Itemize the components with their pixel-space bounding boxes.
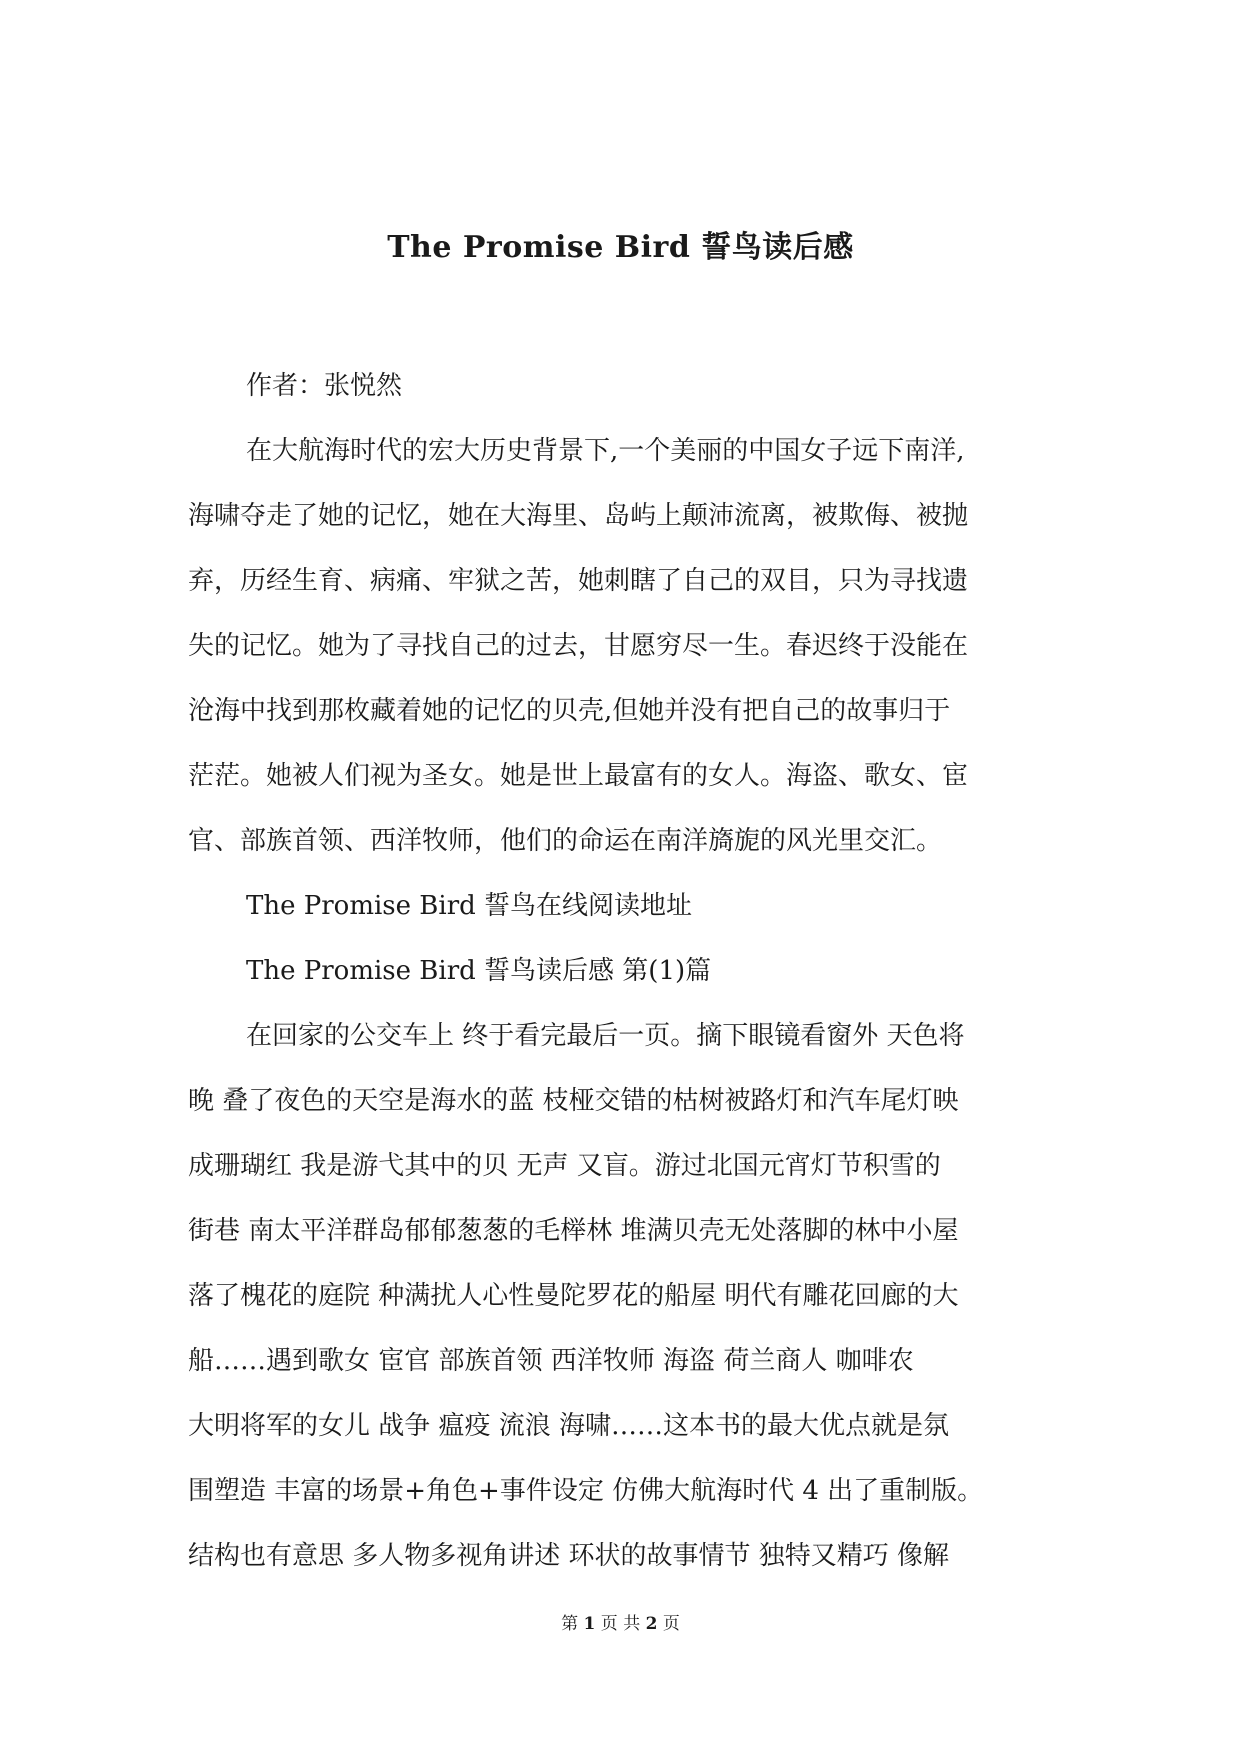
author-line: 作者：张悦然 [246,371,403,401]
paragraph-line: 茫茫。她被人们视为圣女。她是世上最富有的女人。海盗、歌女、宦 [188,761,969,791]
paragraph-line: 成珊瑚红 我是游弋其中的贝 无声 又盲。游过北国元宵灯节积雪的 [188,1151,941,1181]
page-footer [0,1612,1241,1636]
footer-suffix: 页 [662,1614,680,1634]
paragraph-line: 大明将军的女儿 战争 瘟疫 流浪 海啸……这本书的最大优点就是氛 [188,1411,950,1441]
paragraph-line: 沧海中找到那枚藏着她的记忆的贝壳,但她并没有把自己的故事归于 [188,696,951,726]
current-page-number: 1 [583,1614,596,1634]
paragraph-line: 弃，历经生育、病痛、牢狱之苦，她刺瞎了自己的双目，只为寻找遗 [188,566,969,596]
paragraph-line: 街巷 南太平洋群岛郁郁葱葱的毛榉林 堆满贝壳无处落脚的林中小屋 [188,1216,959,1246]
paragraph-line: 官、部族首领、西洋牧师，他们的命运在南洋旖旎的风光里交汇。 [188,826,943,856]
document-title: The Promise Bird 誓鸟读后感 [387,230,854,265]
section-heading: The Promise Bird 誓鸟读后感 第(1)篇 [246,956,712,986]
paragraph-line: 在大航海时代的宏大历史背景下,一个美丽的中国女子远下南洋, [246,436,965,466]
paragraph-line: 晚 叠了夜色的天空是海水的蓝 枝桠交错的枯树被路灯和汽车尾灯映 [188,1086,959,1116]
paragraph-line: 船……遇到歌女 宦官 部族首领 西洋牧师 海盗 荷兰商人 咖啡农 [188,1346,914,1376]
footer-prefix: 第 [561,1614,579,1634]
footer-middle: 页 共 [600,1614,641,1634]
total-pages-number: 2 [645,1614,658,1634]
paragraph-line: 海啸夺走了她的记忆，她在大海里、岛屿上颠沛流离，被欺侮、被抛 [188,501,969,531]
paragraph-line: 结构也有意思 多人物多视角讲述 环状的故事情节 独特又精巧 像解 [188,1541,950,1571]
document-body [188,354,1066,1589]
paragraph-line: 落了槐花的庭院 种满扰人心性曼陀罗花的船屋 明代有雕花回廊的大 [188,1281,959,1311]
paragraph-line: 围塑造 丰富的场景+角色+事件设定 仿佛大航海时代 4 出了重制版。 [188,1476,984,1506]
paragraph-line: 失的记忆。她为了寻找自己的过去，甘愿穷尽一生。春迟终于没能在 [188,631,969,661]
section-heading: The Promise Bird 誓鸟在线阅读地址 [246,891,693,921]
paragraph-line: 在回家的公交车上 终于看完最后一页。摘下眼镜看窗外 天色将 [246,1021,965,1051]
